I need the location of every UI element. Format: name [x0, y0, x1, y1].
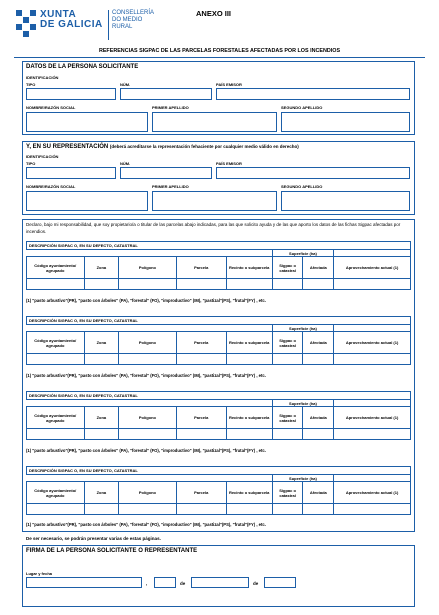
col-poligono: Polígono [119, 482, 177, 504]
solicitante-title: DATOS DE LA PERSONA SOLICITANTE [26, 64, 139, 70]
footnote: (1) "pasto arbustivo"(PR), "pasto con árboles" (PA), "forestal" (FO), "improductivo" (IM), "pastizal"(PS), "frutal"(FY) , etc. [26, 522, 266, 527]
cell-input[interactable] [84, 504, 119, 515]
mes-field[interactable] [191, 577, 249, 588]
col-afectada: Afectada [303, 257, 334, 279]
col-zona: Zona [84, 407, 119, 429]
sigpac-table-3 [26, 391, 411, 440]
solicitante-pais-field[interactable] [216, 88, 410, 100]
segundo-apellido-label: SEGUNDO APELLIDO [281, 184, 323, 189]
lugar-field[interactable] [26, 577, 142, 588]
cell-input[interactable] [119, 429, 177, 440]
representante-primer-apellido-field[interactable] [152, 191, 277, 211]
col-aprovechamiento: Aprovechamiento actual (1) [334, 407, 411, 429]
cell-input[interactable] [176, 279, 226, 290]
superficie-header: Superficie (ha) [272, 400, 333, 407]
cell-input[interactable] [226, 504, 272, 515]
conselleria-text: CONSELLERÍA DO MEDIO RURAL [112, 10, 155, 30]
col-afectada: Afectada [303, 482, 334, 504]
cell-input[interactable] [226, 354, 272, 365]
col-codigo: Código ayuntamiento/ agrupado [27, 257, 85, 279]
num-label: NÚM. [120, 161, 131, 166]
declaracion-text: Declaro, bajo mi responsabilidad, que soy propietario/a o titular de las parcelas abajo indicadas, para las que solicito ayuda y de las que aporto los datos de las fichas Sigpac afectadas por incendios. [26, 222, 401, 234]
cell-input[interactable] [272, 429, 303, 440]
superficie-header: Superficie (ha) [272, 325, 333, 332]
pais-label: PAÍS EMISOR [216, 161, 242, 166]
cell-input[interactable] [119, 354, 177, 365]
cell-input[interactable] [272, 504, 303, 515]
primer-apellido-label: PRIMER APELLIDO [152, 184, 189, 189]
cell-input[interactable] [27, 354, 85, 365]
cell-input[interactable] [334, 504, 411, 515]
cell-input[interactable] [27, 429, 85, 440]
footnote: (1) "pasto arbustivo"(PR), "pasto con árboles" (PA), "forestal" (FO), "improductivo" (IM), "pastizal"(PS), "frutal"(FY) , etc. [26, 448, 266, 453]
representante-title: Y, EN SU REPRESENTACIÓN (deberá acreditarse la representación fehaciente por cualquier medio válido en derecho) [26, 144, 299, 150]
cell-input[interactable] [27, 279, 85, 290]
cell-input[interactable] [119, 504, 177, 515]
sigpac-table-1 [26, 241, 411, 290]
sigpac-table-2 [26, 316, 411, 365]
cell-input[interactable] [27, 504, 85, 515]
col-aprovechamiento: Aprovechamiento actual (1) [334, 332, 411, 354]
tipo-label: TIPO [26, 82, 36, 87]
note-varias: De ser necesario, se podrán presentar varias de estas páginas. [26, 536, 161, 541]
footnote: (1) "pasto arbustivo"(PR), "pasto con árboles" (PA), "forestal" (FO), "improductivo" (IM), "pastizal"(PS), "frutal"(FY) , etc. [26, 373, 266, 378]
col-afectada: Afectada [303, 332, 334, 354]
col-codigo: Código ayuntamiento/ agrupado [27, 407, 85, 429]
firma-section [22, 545, 415, 607]
solicitante-section [22, 61, 415, 135]
col-parcela: Parcela [176, 257, 226, 279]
comma-sep: , [146, 581, 148, 586]
cell-input[interactable] [272, 279, 303, 290]
nombre-label: NOMBRE/RAZÓN SOCIAL [26, 184, 76, 189]
col-zona: Zona [84, 257, 119, 279]
footnote: (1) "pasto arbustivo"(PR), "pasto con árboles" (PA), "forestal" (FO), "improductivo" (IM), "pastizal"(PS), "frutal"(FY) , etc. [26, 298, 266, 303]
cell-input[interactable] [334, 429, 411, 440]
col-poligono: Polígono [119, 407, 177, 429]
col-codigo: Código ayuntamiento/ agrupado [27, 482, 85, 504]
title-rule [14, 57, 425, 58]
cell-input[interactable] [226, 429, 272, 440]
col-sigpac: Sigpac o catastral [272, 482, 303, 504]
representante-num-field[interactable] [120, 167, 212, 179]
sigpac-table-title: DESCRIPCIÓN SIGPAC O, EN SU DEFECTO, CATASTRAL [27, 392, 411, 400]
cell-input[interactable] [226, 279, 272, 290]
cell-input[interactable] [303, 504, 334, 515]
pais-label: PAÍS EMISOR [216, 82, 242, 87]
xunta-logo-icon [16, 10, 36, 36]
col-recinto: Recinto o subparcela [226, 482, 272, 504]
col-poligono: Polígono [119, 257, 177, 279]
col-parcela: Parcela [176, 482, 226, 504]
de-label-2: de [253, 581, 259, 586]
page-title: REFERENCIAS SIGPAC DE LAS PARCELAS FORESTALES AFECTADAS POR LOS INCENDIOS [98, 48, 341, 54]
identificacion-label: IDENTIFICACIÓN [26, 75, 59, 80]
sigpac-table-title: DESCRIPCIÓN SIGPAC O, EN SU DEFECTO, CATASTRAL [27, 242, 411, 250]
logo-text: XUNTA DE GALICIA [40, 9, 103, 30]
table-row [27, 279, 411, 290]
nombre-label: NOMBRE/RAZÓN SOCIAL [26, 105, 76, 110]
solicitante-segundo-apellido-field[interactable] [281, 112, 410, 132]
anexo-title: ANEXO III [196, 9, 232, 18]
cell-input[interactable] [176, 429, 226, 440]
representante-segundo-apellido-field[interactable] [281, 191, 410, 211]
superficie-header: Superficie (ha) [272, 475, 333, 482]
col-aprovechamiento: Aprovechamiento actual (1) [334, 257, 411, 279]
col-parcela: Parcela [176, 407, 226, 429]
segundo-apellido-label: SEGUNDO APELLIDO [281, 105, 323, 110]
col-afectada: Afectada [303, 407, 334, 429]
col-codigo: Código ayuntamiento/ agrupado [27, 332, 85, 354]
representante-nombre-field[interactable] [26, 191, 148, 211]
representante-tipo-field[interactable] [26, 167, 116, 179]
solicitante-tipo-field[interactable] [26, 88, 116, 100]
col-sigpac: Sigpac o catastral [272, 257, 303, 279]
cell-input[interactable] [303, 354, 334, 365]
cell-input[interactable] [119, 279, 177, 290]
de-label-1: de [180, 581, 186, 586]
sigpac-table-title: DESCRIPCIÓN SIGPAC O, EN SU DEFECTO, CATASTRAL [27, 317, 411, 325]
cell-input[interactable] [334, 279, 411, 290]
ano-field[interactable] [264, 577, 296, 588]
table-row [27, 504, 411, 515]
col-zona: Zona [84, 482, 119, 504]
dia-field[interactable] [154, 577, 176, 588]
cell-input[interactable] [334, 354, 411, 365]
cell-input[interactable] [84, 279, 119, 290]
col-zona: Zona [84, 332, 119, 354]
identificacion-label: IDENTIFICACIÓN [26, 154, 59, 159]
col-recinto: Recinto o subparcela [226, 332, 272, 354]
lugar-fecha-label: Lugar y fecha [26, 571, 53, 576]
solicitante-primer-apellido-field[interactable] [152, 112, 277, 132]
sigpac-table-title: DESCRIPCIÓN SIGPAC O, EN SU DEFECTO, CATASTRAL [27, 467, 411, 475]
cell-input[interactable] [272, 354, 303, 365]
cell-input[interactable] [84, 354, 119, 365]
representante-section [22, 141, 415, 215]
solicitante-nombre-field[interactable] [26, 112, 148, 132]
tipo-label: TIPO [26, 161, 36, 166]
col-sigpac: Sigpac o catastral [272, 332, 303, 354]
table-row [27, 354, 411, 365]
num-label: NÚM. [120, 82, 131, 87]
cell-input[interactable] [303, 429, 334, 440]
superficie-header: Superficie (ha) [272, 250, 333, 257]
col-recinto: Recinto o subparcela [226, 257, 272, 279]
table-row [27, 429, 411, 440]
firma-title: FIRMA DE LA PERSONA SOLICITANTE O REPRESENTANTE [26, 548, 198, 554]
representante-pais-field[interactable] [216, 167, 410, 179]
col-aprovechamiento: Aprovechamiento actual (1) [334, 482, 411, 504]
col-parcela: Parcela [176, 332, 226, 354]
col-recinto: Recinto o subparcela [226, 407, 272, 429]
sigpac-table-4 [26, 466, 411, 515]
solicitante-num-field[interactable] [120, 88, 212, 100]
cell-input[interactable] [84, 429, 119, 440]
logo-separator [108, 10, 109, 40]
cell-input[interactable] [176, 504, 226, 515]
col-poligono: Polígono [119, 332, 177, 354]
cell-input[interactable] [303, 279, 334, 290]
col-sigpac: Sigpac o catastral [272, 407, 303, 429]
primer-apellido-label: PRIMER APELLIDO [152, 105, 189, 110]
cell-input[interactable] [176, 354, 226, 365]
